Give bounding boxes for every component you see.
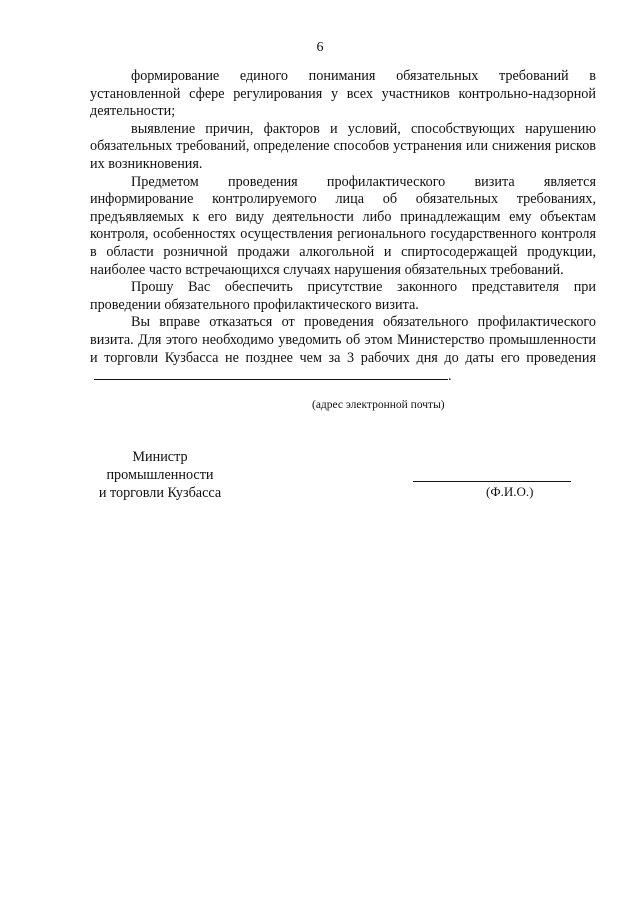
paragraph-request: Прошу Вас обеспечить присутствие законного представителя при проведении обязательного профилактического визита. — [90, 279, 596, 313]
letter-body — [90, 68, 596, 386]
email-field-caption: (адрес электронной почты) — [312, 399, 445, 411]
refusal-end-punct: . — [448, 368, 452, 385]
signer-position-line-3: и торговли Кузбасса — [98, 484, 222, 501]
paragraph-goal-2: выявление причин, факторов и условий, способствующих нарушению обязательных требований, определение способов устранения или снижения рисков их возникновения. — [90, 120, 596, 172]
refusal-text: Вы вправе отказаться от проведения обязательного профилактического визита. Для этого необходимо уведомить об этом Министерство промышленности и торговли Кузбасса не позднее чем за 3 рабочих дня до даты его проведения — [90, 314, 596, 366]
name-caption: (Ф.И.О.) — [486, 484, 534, 499]
signature-line — [413, 481, 571, 482]
signer-position-line-1: Министр — [132, 449, 188, 465]
page-number: 6 — [316, 40, 324, 55]
signer-position-line-2: промышленности — [106, 466, 214, 483]
paragraph-goal-1: формирование единого понимания обязательных требований в установленной сфере регулирования у всех участников контрольно-надзорной деятельности; — [90, 68, 596, 120]
email-fill-line — [94, 367, 448, 380]
paragraph-refusal — [90, 314, 596, 385]
signer-position — [90, 449, 230, 502]
paragraph-subject: Предметом проведения профилактического визита является информирование контролируемого лица об обязательных требованиях, предъявляемых к его виду деятельности либо принадлежащим ему объектам контроля, особенностях осуществления регионального государственного контроля в области розничной продажи алкогольной и спиртосодержащей продукции, наиболее часто встречающихся случаях нарушения обязательных требований. — [90, 173, 596, 278]
